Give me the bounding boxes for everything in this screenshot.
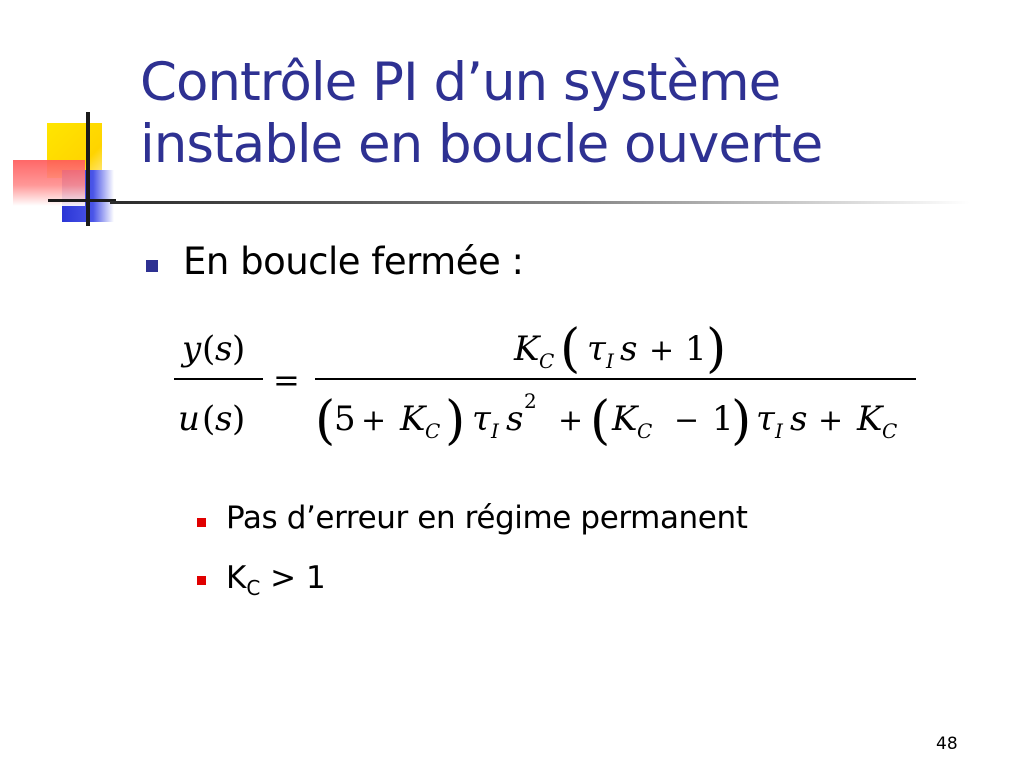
equals-sign: = <box>273 361 300 399</box>
svg-text:s: s <box>215 399 233 439</box>
svg-text:s: s <box>215 329 233 369</box>
lhs-numerator <box>180 329 245 369</box>
bullet-text: Pas d’erreur en régime permanent <box>226 500 748 536</box>
bullet-text <box>226 560 326 600</box>
sub-bullet-square-icon <box>197 518 206 527</box>
svg-text:5: 5 <box>334 399 356 439</box>
svg-text:(: ( <box>202 329 216 369</box>
svg-text:+: + <box>361 403 387 438</box>
svg-text:+: + <box>649 333 675 368</box>
svg-text:I: I <box>606 349 614 373</box>
deco-vertical-line <box>86 112 90 226</box>
rhs-numerator <box>513 319 726 379</box>
bullet-square-icon <box>146 260 158 272</box>
svg-text:+: + <box>558 403 584 438</box>
svg-text:τ: τ <box>756 399 775 439</box>
svg-text:I: I <box>775 419 783 443</box>
transfer-function-equation <box>160 290 940 470</box>
title-line-1: Contrôle PI d’un système <box>140 52 781 113</box>
svg-text:I: I <box>491 419 499 443</box>
lhs-denominator <box>178 399 245 439</box>
svg-text:): ) <box>445 391 466 451</box>
page-number: 48 <box>936 734 958 754</box>
title-line-2: instable en boucle ouverte <box>140 114 823 175</box>
kc-rest: > 1 <box>260 560 326 596</box>
svg-text:2: 2 <box>524 389 537 413</box>
svg-text:(: ( <box>315 391 336 451</box>
svg-text:C: C <box>539 349 555 373</box>
svg-text:): ) <box>232 399 246 439</box>
svg-text:τ: τ <box>472 399 491 439</box>
svg-text:τ: τ <box>587 329 606 369</box>
deco-horizontal-line <box>48 199 116 202</box>
svg-text:K: K <box>514 329 540 369</box>
svg-text:): ) <box>731 391 752 451</box>
bullet-text: En boucle fermée : <box>183 240 524 283</box>
svg-text:K: K <box>612 399 638 439</box>
svg-text:u: u <box>178 399 200 439</box>
svg-text:1: 1 <box>712 399 734 439</box>
svg-text:(: ( <box>202 399 216 439</box>
kc-subscript: C <box>246 576 261 600</box>
svg-text:s: s <box>506 399 524 439</box>
slide-title <box>140 52 1000 176</box>
svg-text:C: C <box>882 419 898 443</box>
svg-text:): ) <box>232 329 246 369</box>
svg-text:(: ( <box>560 319 581 379</box>
svg-text:C: C <box>425 419 441 443</box>
svg-text:s: s <box>620 329 638 369</box>
svg-text:K: K <box>400 399 426 439</box>
svg-text:C: C <box>637 419 653 443</box>
svg-text:K: K <box>857 399 883 439</box>
svg-text:s: s <box>790 399 808 439</box>
svg-text:+: + <box>818 403 844 438</box>
sub-bullet-square-icon <box>197 576 206 585</box>
title-underline <box>110 201 970 204</box>
svg-text:): ) <box>706 319 727 379</box>
svg-text:y: y <box>182 329 202 369</box>
svg-text:(: ( <box>590 391 611 451</box>
rhs-denominator <box>315 389 897 451</box>
svg-text:1: 1 <box>685 329 707 369</box>
kc-k: K <box>226 560 247 596</box>
svg-text:−: − <box>674 403 700 438</box>
